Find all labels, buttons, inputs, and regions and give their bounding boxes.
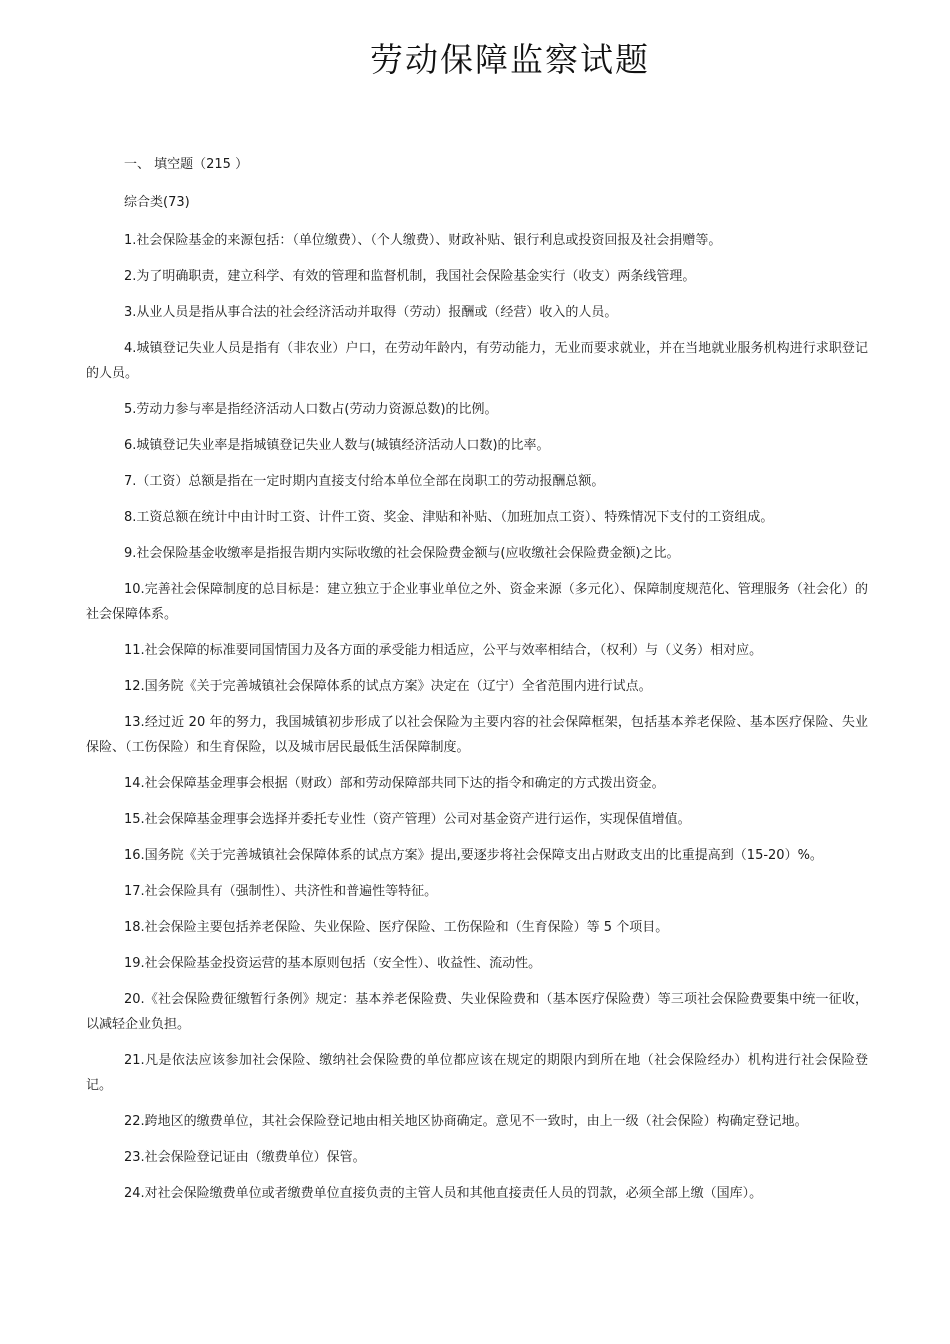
question-item: 6.城镇登记失业率是指城镇登记失业人数与(城镇经济活动人口数)的比率。 [124, 438, 550, 453]
question-item: 1.社会保险基金的来源包括：（单位缴费）、（个人缴费）、财政补贴、银行利息或投资回报及社会捐赠等。 [124, 233, 722, 248]
question-item: 20.《社会保险费征缴暂行条例》规定：基本养老保险费、失业保险费和（基本医疗保险费）等三项社会保险费要集中统一征收，以减轻企业负担。 [86, 992, 868, 1032]
category-heading: 综合类(73) [124, 195, 190, 210]
question-item: 24.对社会保险缴费单位或者缴费单位直接负责的主管人员和其他直接责任人员的罚款，必须全部上缴（国库）。 [124, 1186, 763, 1201]
question-item: 8.工资总额在统计中由计时工资、计件工资、奖金、津贴和补贴、（加班加点工资）、特殊情况下支付的工资组成。 [124, 510, 774, 525]
question-item: 21.凡是依法应该参加社会保险、缴纳社会保险费的单位都应该在规定的期限内到所在地（社会保险经办）机构进行社会保险登记。 [86, 1053, 868, 1093]
question-item: 3.从业人员是指从事合法的社会经济活动并取得（劳动）报酬或（经营）收入的人员。 [124, 305, 618, 320]
question-item: 12.国务院《关于完善城镇社会保障体系的试点方案》决定在（辽宁）全省范围内进行试点。 [124, 679, 652, 694]
question-item: 7.（工资）总额是指在一定时期内直接支付给本单位全部在岗职工的劳动报酬总额。 [124, 474, 605, 489]
question-item: 22.跨地区的缴费单位，其社会保险登记地由相关地区协商确定。意见不一致时，由上一级（社会保险）构确定登记地。 [124, 1114, 808, 1129]
question-list [86, 228, 868, 1217]
question-item: 2.为了明确职责，建立科学、有效的管理和监督机制，我国社会保险基金实行（收支）两条线管理。 [124, 269, 696, 284]
question-item: 15.社会保障基金理事会选择并委托专业性（资产管理）公司对基金资产进行运作，实现保值增值。 [124, 812, 691, 827]
question-item: 18.社会保险主要包括养老保险、失业保险、医疗保险、工伤保险和（生育保险）等 5 个项目。 [124, 920, 669, 935]
section-heading: 一、 填空题（215 ） [124, 157, 249, 172]
question-item: 11.社会保障的标准要同国情国力及各方面的承受能力相适应，公平与效率相结合，（权利）与（义务）相对应。 [124, 643, 763, 658]
question-item: 13.经过近 20 年的努力，我国城镇初步形成了以社会保险为主要内容的社会保障框架，包括基本养老保险、基本医疗保险、失业保险、（工伤保险）和生育保险，以及城市居民最低生活保障制度。 [86, 715, 868, 755]
question-item: 14.社会保障基金理事会根据（财政）部和劳动保障部共同下达的指令和确定的方式拨出资金。 [124, 776, 665, 791]
document-title: 劳动保障监察试题 [370, 40, 650, 79]
question-item: 19.社会保险基金投资运营的基本原则包括（安全性）、收益性、流动性。 [124, 956, 542, 971]
question-item: 4.城镇登记失业人员是指有（非农业）户口，在劳动年龄内，有劳动能力，无业而要求就业，并在当地就业服务机构进行求职登记的人员。 [86, 341, 868, 381]
question-item: 10.完善社会保障制度的总目标是：建立独立于企业事业单位之外、资金来源（多元化）、保障制度规范化、管理服务（社会化）的社会保障体系。 [86, 582, 868, 622]
question-item: 5.劳动力参与率是指经济活动人口数占(劳动力资源总数)的比例。 [124, 402, 498, 417]
question-item: 9.社会保险基金收缴率是指报告期内实际收缴的社会保险费金额与(应收缴社会保险费金额)之比。 [124, 546, 680, 561]
question-item: 23.社会保险登记证由（缴费单位）保管。 [124, 1150, 366, 1165]
question-item: 16.国务院《关于完善城镇社会保障体系的试点方案》提出,要逐步将社会保障支出占财政支出的比重提高到（15-20）%。 [124, 848, 823, 863]
question-item: 17.社会保险具有（强制性）、共济性和普遍性等特征。 [124, 884, 438, 899]
